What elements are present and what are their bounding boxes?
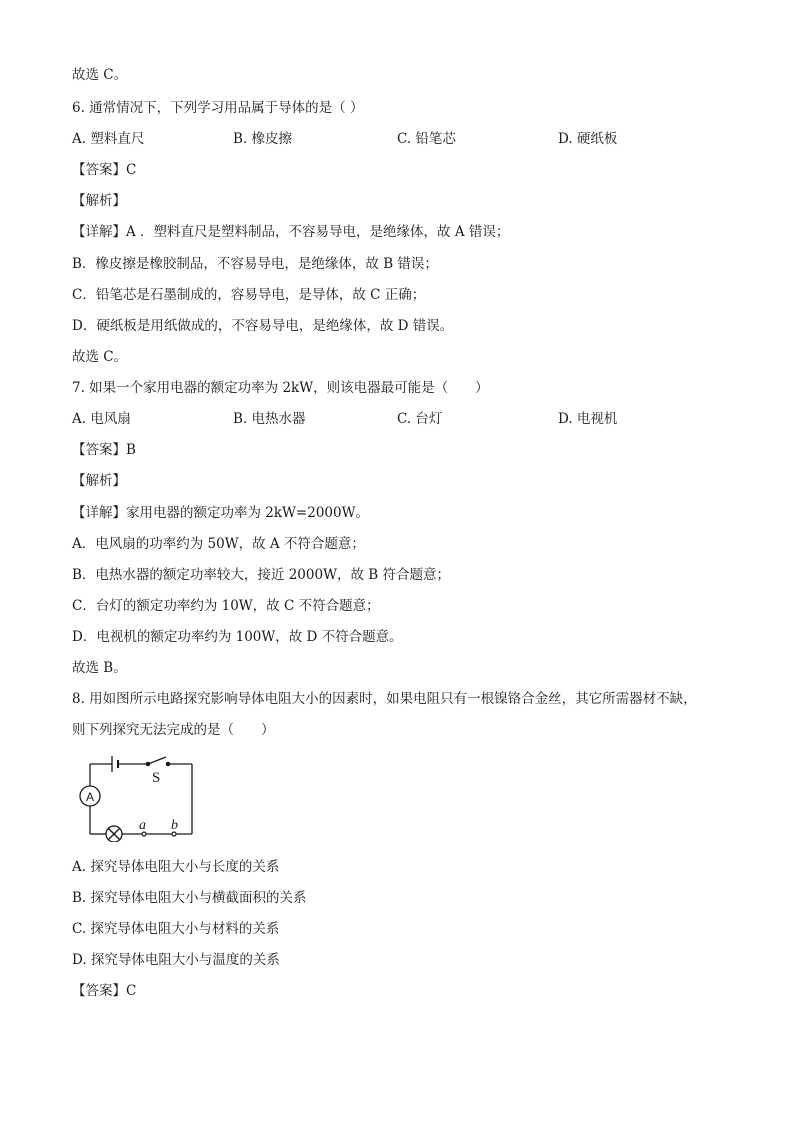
explanation-line: A．电风扇的功率约为 50W，故 A 不符合题意； [72, 536, 365, 552]
question-8-option-c: C. 探究导体电阻大小与材料的关系 [72, 921, 280, 937]
question-6-option-d: D. 硬纸板 [558, 131, 618, 147]
explanation-line: C．台灯的额定功率约为 10W，故 C 不符合题意； [72, 598, 380, 614]
question-8-option-a: A. 探究导体电阻大小与长度的关系 [72, 859, 280, 875]
question-6-option-c: C. 铅笔芯 [397, 131, 456, 147]
answer-label: 【答案】B [72, 442, 136, 458]
question-8-stem-cont: 则下列探究无法完成的是（ ） [72, 722, 275, 738]
question-7-option-a: A. 电风扇 [72, 411, 131, 427]
explanation-line: D．硬纸板是用纸做成的，不容易导电，是绝缘体，故 D 错误。 [72, 318, 454, 334]
question-8-option-b: B. 探究导体电阻大小与横截面积的关系 [72, 890, 307, 906]
explanation-line: 【详解】A ．塑料直尺是塑料制品，不容易导电，是绝缘体，故 A 错误； [72, 224, 510, 240]
explanation-line: C．铅笔芯是石墨制成的，容易导电，是导体，故 C 正确； [72, 287, 426, 303]
analysis-label: 【解析】 [72, 473, 126, 489]
circuit-diagram [72, 752, 200, 842]
switch-label: S [152, 770, 161, 786]
question-6-stem: 6. 通常情况下，下列学习用品属于导体的是（ ） [72, 100, 364, 116]
question-8-stem: 8. 用如图所示电路探究影响导体电阻大小的因素时，如果电阻只有一根镍铬合金丝，其它所需器材不缺， [72, 691, 697, 707]
point-a-label: a [139, 818, 146, 833]
analysis-label: 【解析】 [72, 193, 126, 209]
text-line: 故选 C。 [72, 67, 128, 83]
ammeter-label: A [85, 790, 95, 804]
answer-label: 【答案】C [72, 162, 137, 178]
explanation-line: B．橡皮擦是橡胶制品，不容易导电，是绝缘体，故 B 错误； [72, 256, 438, 272]
conclusion-line: 故选 C。 [72, 349, 128, 365]
question-8-option-d: D. 探究导体电阻大小与温度的关系 [72, 952, 280, 968]
conclusion-line: 故选 B。 [72, 660, 127, 676]
explanation-line: 【详解】家用电器的额定功率为 2kW=2000W。 [72, 505, 369, 521]
point-b-label: b [171, 818, 178, 833]
answer-label: 【答案】C [72, 983, 137, 999]
question-7-option-c: C. 台灯 [397, 411, 443, 427]
question-7-option-d: D. 电视机 [558, 411, 618, 427]
explanation-line: D．电视机的额定功率约为 100W，故 D 不符合题意。 [72, 629, 403, 645]
question-7-option-b: B. 电热水器 [233, 411, 306, 427]
switch-lever [148, 757, 166, 764]
question-6-option-b: B. 橡皮擦 [233, 131, 293, 147]
question-7-stem: 7. 如果一个家用电器的额定功率为 2kW，则该电器最可能是（ ） [72, 380, 489, 396]
explanation-line: B．电热水器的额定功率较大，接近 2000W，故 B 符合题意； [72, 567, 450, 583]
question-6-option-a: A. 塑料直尺 [72, 131, 145, 147]
